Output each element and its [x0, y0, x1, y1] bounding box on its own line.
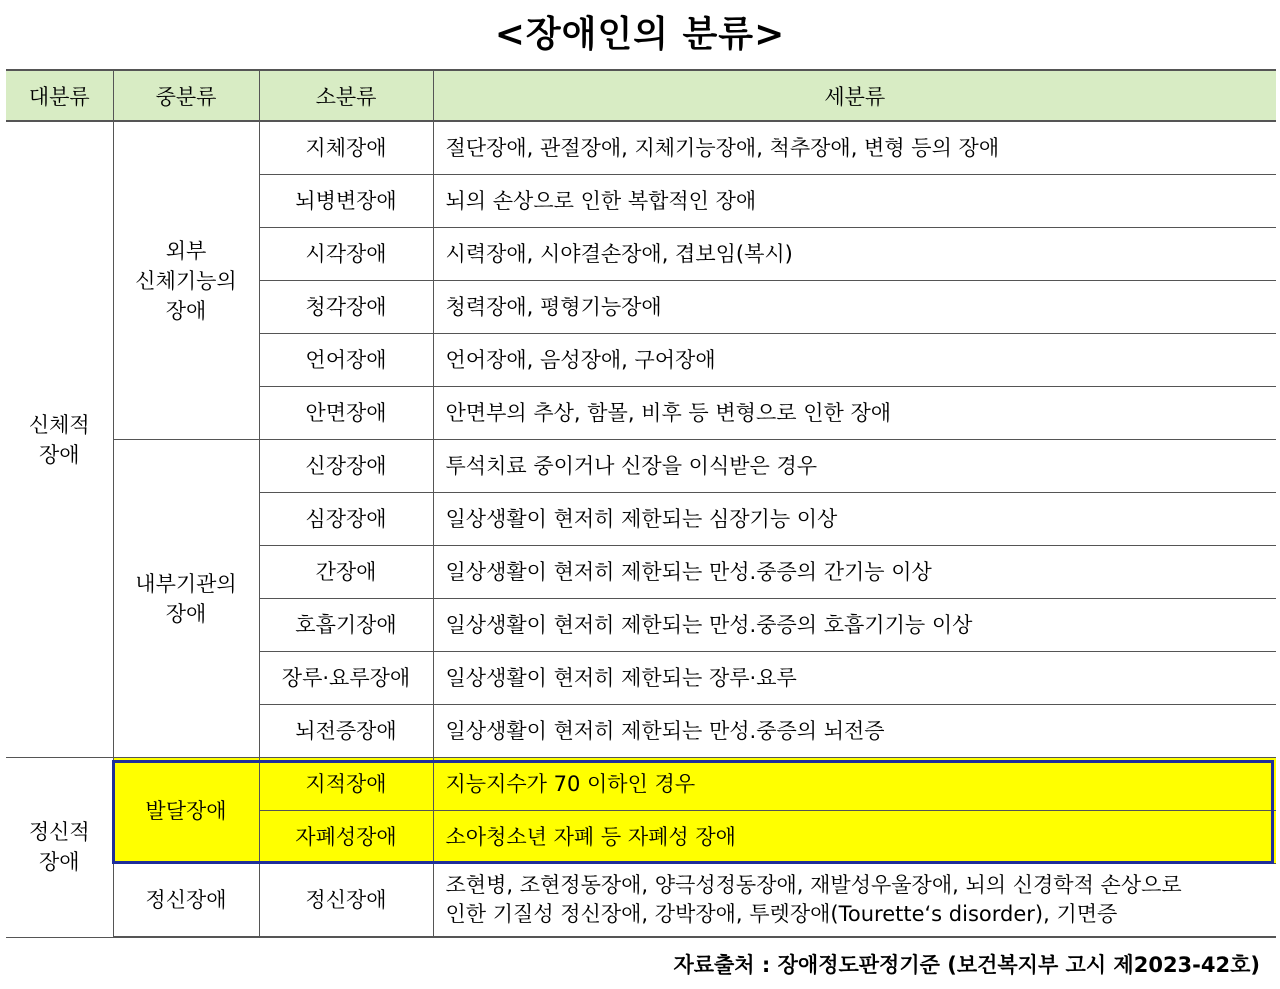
- detail: 절단장애, 관절장애, 지체기능장애, 척추장애, 변형 등의 장애: [433, 121, 1276, 175]
- detail: 일상생활이 현저히 제한되는 만성.중증의 호흡기기능 이상: [433, 599, 1276, 652]
- sub-category: 지적장애: [259, 758, 433, 811]
- sub-category: 시각장애: [259, 228, 433, 281]
- sub-category: 간장애: [259, 546, 433, 599]
- sub-category: 심장장애: [259, 493, 433, 546]
- header-minor: 소분류: [259, 70, 433, 121]
- detail: 소아청소년 자폐 등 자폐성 장애: [433, 811, 1276, 864]
- group-developmental: 발달장애: [113, 758, 259, 864]
- sub-category: 지체장애: [259, 121, 433, 175]
- classification-table: [6, 69, 1276, 938]
- group-psychiatric: 정신장애: [113, 864, 259, 938]
- page-title: <장애인의 분류>: [494, 14, 786, 55]
- detail: 뇌의 손상으로 인한 복합적인 장애: [433, 175, 1276, 228]
- detail: 일상생활이 현저히 제한되는 만성.중증의 뇌전증: [433, 705, 1276, 758]
- group-physical: 신체적 장애: [6, 121, 113, 758]
- detail: 조현병, 조현정동장애, 양극성정동장애, 재발성우울장애, 뇌의 신경학적 손상으로 인한 기질성 정신장애, 강박장애, 투렛장애(Tourette‘s disorder), 기면증: [433, 864, 1276, 938]
- header-major: 대분류: [6, 70, 113, 121]
- sub-category: 장루·요루장애: [259, 652, 433, 705]
- table-row: [6, 440, 1276, 493]
- sub-category: 청각장애: [259, 281, 433, 334]
- sub-category: 신장장애: [259, 440, 433, 493]
- sub-category: 자폐성장애: [259, 811, 433, 864]
- sub-category: 뇌전증장애: [259, 705, 433, 758]
- sub-category: 정신장애: [259, 864, 433, 938]
- group-internal: 내부기관의 장애: [113, 440, 259, 758]
- header-detail: 세분류: [433, 70, 1276, 121]
- detail: 시력장애, 시야결손장애, 겹보임(복시): [433, 228, 1276, 281]
- detail: 일상생활이 현저히 제한되는 만성.중증의 간기능 이상: [433, 546, 1276, 599]
- table-header-row: [6, 70, 1276, 121]
- sub-category: 언어장애: [259, 334, 433, 387]
- detail: 언어장애, 음성장애, 구어장애: [433, 334, 1276, 387]
- sub-category: 안면장애: [259, 387, 433, 440]
- source-note: 자료출처 : 장애정도판정기준 (보건복지부 고시 제2023-42호): [673, 953, 1260, 977]
- group-external: 외부 신체기능의 장애: [113, 121, 259, 440]
- group-mental: 정신적 장애: [6, 758, 113, 938]
- sub-category: 뇌병변장애: [259, 175, 433, 228]
- sub-category: 호흡기장애: [259, 599, 433, 652]
- detail: 안면부의 추상, 함몰, 비후 등 변형으로 인한 장애: [433, 387, 1276, 440]
- detail: 일상생활이 현저히 제한되는 장루·요루: [433, 652, 1276, 705]
- table-row: [6, 864, 1276, 938]
- detail: 투석치료 중이거나 신장을 이식받은 경우: [433, 440, 1276, 493]
- table-row: [6, 121, 1276, 175]
- header-middle: 중분류: [113, 70, 259, 121]
- detail: 지능지수가 70 이하인 경우: [433, 758, 1276, 811]
- table-row-highlighted: [6, 758, 1276, 811]
- detail: 청력장애, 평형기능장애: [433, 281, 1276, 334]
- detail: 일상생활이 현저히 제한되는 심장기능 이상: [433, 493, 1276, 546]
